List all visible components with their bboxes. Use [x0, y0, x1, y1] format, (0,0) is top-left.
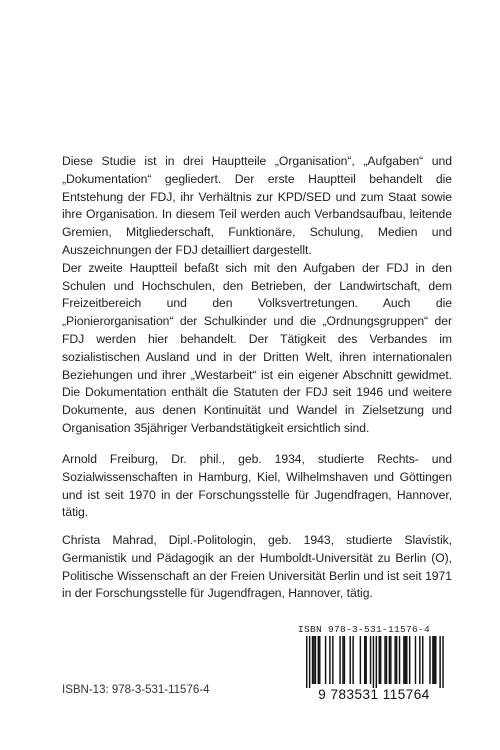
barcode-bar	[386, 636, 387, 684]
barcode-bar	[389, 636, 390, 684]
barcode-bar	[364, 636, 365, 684]
barcode-bar	[409, 636, 410, 684]
barcode-bar	[370, 636, 371, 684]
barcode-bar	[390, 636, 391, 684]
barcode-bar	[325, 636, 326, 684]
barcode-bar	[344, 636, 345, 684]
book-description	[62, 153, 452, 438]
barcode-bar	[313, 636, 314, 684]
barcode-bar	[373, 636, 374, 688]
barcode-bar	[435, 636, 436, 684]
barcode-bar	[342, 636, 343, 684]
author-bio-freiburg	[62, 451, 452, 522]
isbn-barcode	[294, 624, 454, 712]
barcode-bar	[360, 636, 361, 684]
barcode-bar	[394, 636, 395, 684]
barcode-bar	[332, 636, 333, 684]
barcode-bar	[379, 636, 380, 684]
description-paragraph-1: Diese Studie ist in drei Hauptteile „Organisation“, „Aufgaben“ und „Dokumentation“ gegliedert. Der erste Hauptteil behandelt die Entstehung der FDJ, ihr Verhältnis zur KPD/SED und zum Staat sowie ihre Organisation. In diesem Teil werden auch Verbandsaufbau, leitende Gremien, Mitgliederschaft, Funktionäre, Schulung, Medien und Auszeichnungen der FDJ detailliert dargestellt.	[62, 154, 452, 257]
barcode-bar	[384, 636, 385, 684]
barcode-bar	[399, 636, 400, 684]
barcode-bar	[419, 636, 420, 684]
barcode-isbn-label: ISBN 978-3-531-11576-4	[298, 624, 431, 635]
barcode-bar	[376, 636, 377, 688]
barcode-bar	[350, 636, 351, 684]
barcode-digits: 9 783531 115764	[318, 687, 430, 702]
barcode-bar	[306, 636, 307, 688]
barcode-bar	[352, 636, 353, 684]
barcode-bar	[315, 636, 316, 684]
barcode-bar	[442, 636, 443, 688]
isbn-footer-text: ISBN-13: 978-3-531-11576-4	[62, 684, 210, 696]
barcode-bar	[422, 636, 423, 684]
author-bio-2-text: Christa Mahrad, Dipl.-Politologin, geb. 1943, studierte Slavistik, Germanistik und Pädagogik an der Humboldt-Universität zu Berlin (O), Politische Wissenschaft an der Freien Universität Berlin und ist seit 1971 in der Forschungsstelle für Jugendfragen, Hannover, tätig.	[62, 533, 452, 601]
barcode-bar	[396, 636, 397, 684]
barcode-bar	[432, 636, 433, 684]
barcode-bar	[319, 636, 320, 684]
barcode-bar	[329, 636, 330, 684]
barcode-bar	[380, 636, 381, 684]
barcode-bar	[309, 636, 310, 688]
author-bio-1-text: Arnold Freiburg, Dr. phil., geb. 1934, studierte Rechts- und Sozialwissenschaften in Hamburg, Kiel, Wilhelmshaven und Göttingen und ist seit 1970 in der Forschungsstelle für Jugendfragen, Hannover, tätig.	[62, 452, 452, 520]
barcode-bar	[439, 636, 440, 688]
barcode-bar	[415, 636, 416, 684]
barcode-bar	[406, 636, 407, 684]
barcode-bar	[312, 636, 313, 684]
barcode-bar	[318, 636, 319, 684]
barcode-bar	[403, 636, 404, 684]
barcode-bar	[405, 636, 406, 684]
barcode-bar	[434, 636, 435, 684]
barcode-bar	[365, 636, 366, 684]
barcode-bar	[339, 636, 340, 684]
barcode-bars	[294, 636, 454, 688]
description-paragraph-2: Der zweite Hauptteil befaßt sich mit den Aufgaben der FDJ in den Schulen und Hochschulen, den Betrieben, der Landwirtschaft, dem Freizeitbereich und den Volksvertretungen. Auch die „Pionierorganisation“ der Schulkinder und die „Ordnungsgruppen“ der FDJ werden hier behandelt. Der Tätigkeit des Verbandes im sozialistischen Ausland und in der Dritten Welt, ihren internationalen Beziehungen und ihrer „Westarbeit“ ist ein eigener Abschnitt gewidmet. Die Dokumentation enthält die Statuten der FDJ seit 1946 und weitere Dokumente, aus denen Kontinuität und Wandel in Zielsetzung und Organisation 35jähriger Verbandstätigkeit ersichtlich sind.	[62, 260, 452, 435]
author-bio-mahrad	[62, 532, 452, 603]
barcode-bar	[429, 636, 430, 684]
